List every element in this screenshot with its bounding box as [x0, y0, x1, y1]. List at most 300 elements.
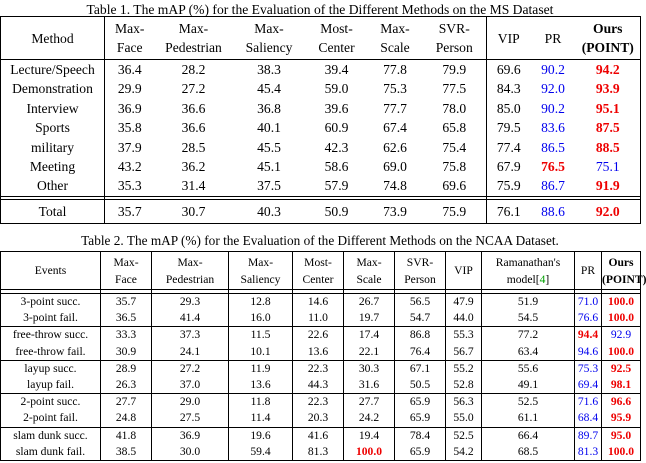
table-cell: [152, 410, 229, 427]
cell-text: 16.0: [250, 311, 271, 325]
table-cell: [423, 60, 487, 80]
cell-text: 78.4: [409, 428, 431, 442]
cell-text: 37.9: [117, 139, 142, 155]
cell-text: 95.1: [595, 100, 620, 116]
table-cell: [487, 138, 531, 157]
cell-text: military: [30, 139, 75, 155]
cell-text: 38.5: [115, 444, 137, 458]
cell-text: 92.0: [541, 81, 565, 97]
column-header-text: (POINT): [581, 40, 634, 55]
column-header: [576, 17, 641, 60]
cell-text: 11.8: [250, 395, 271, 409]
table-cell: [395, 444, 446, 461]
cell-text: 22.1: [358, 344, 380, 358]
row-label: [1, 394, 101, 411]
table-cell: [576, 176, 641, 196]
ncaa-dataset-table: [0, 251, 646, 461]
table-cell: [293, 327, 344, 344]
table-cell: [344, 444, 395, 461]
table-cell: [306, 199, 368, 223]
cell-text: 27.5: [179, 411, 201, 425]
cell-text: 65.9: [409, 411, 431, 425]
cell-text: 30.3: [358, 361, 380, 375]
cell-text: Interview: [26, 100, 79, 116]
cell-text: 81.3: [307, 444, 329, 458]
cell-text: 90.2: [541, 100, 565, 116]
cell-text: 27.7: [115, 395, 137, 409]
table-cell: [344, 377, 395, 394]
cell-text: Other: [37, 178, 68, 194]
cell-text: 100.0: [607, 311, 635, 325]
cell-text: 75.3: [383, 81, 407, 97]
cell-text: 52.5: [453, 428, 474, 442]
cell-text: 100.0: [607, 444, 635, 458]
cell-text: 77.7: [383, 100, 407, 116]
table-cell: [531, 199, 576, 223]
cell-text: 54.7: [409, 311, 431, 325]
column-header-text: (POINT): [602, 272, 646, 286]
table-cell: [155, 60, 233, 80]
column-header: [575, 252, 602, 290]
table-cell: [155, 79, 233, 98]
table-cell: [229, 444, 293, 461]
cell-text: 30.0: [179, 444, 201, 458]
cell-text: 36.6: [181, 120, 206, 136]
cell-text: 29.0: [179, 395, 201, 409]
cell-text: 76.5: [541, 159, 565, 175]
table-cell: [344, 294, 395, 311]
column-header-text: Center: [302, 272, 334, 286]
column-header: [423, 17, 487, 60]
table-cell: [602, 294, 641, 311]
table-cell: [446, 377, 482, 394]
table-cell: [152, 360, 229, 377]
table-cell: [395, 410, 446, 427]
column-header: [368, 17, 423, 60]
table-cell: [229, 327, 293, 344]
table-cell: [395, 360, 446, 377]
table-cell: [446, 394, 482, 411]
table-cell: [368, 199, 423, 223]
row-label: [1, 344, 101, 361]
table-cell: [531, 176, 576, 196]
column-header: [344, 252, 395, 290]
table-cell: [531, 79, 576, 98]
table-cell: [293, 410, 344, 427]
cell-text: 20.3: [307, 411, 329, 425]
cell-text: 55.0: [453, 411, 474, 425]
column-header-text: VIP: [454, 264, 473, 277]
table-cell: [155, 138, 233, 157]
table-cell: [293, 394, 344, 411]
table-cell: [229, 360, 293, 377]
table-cell: [233, 79, 306, 98]
table-cell: [152, 394, 229, 411]
cell-text: 69.4: [577, 378, 599, 392]
cell-text: Lecture/Speech: [10, 62, 95, 77]
cell-text: Total: [38, 203, 67, 219]
table-cell: [482, 444, 575, 461]
column-header-text: Most-: [320, 21, 353, 36]
cell-text: 36.8: [257, 100, 281, 116]
cell-text: 77.5: [442, 81, 467, 97]
cell-text: 36.5: [115, 311, 137, 325]
column-header-text: Max-: [177, 255, 203, 269]
table2-caption: Table 2. The mAP (%) for the Evaluation of the Different Methods on the NCAA Dataset.: [81, 233, 559, 248]
cell-text: 86.8: [409, 328, 431, 342]
table-cell: [155, 99, 233, 118]
column-header: [1, 252, 101, 290]
table-cell: [101, 327, 152, 344]
table-row: [1, 377, 641, 394]
table-cell: [306, 99, 368, 118]
cell-text: 26.7: [358, 295, 380, 308]
table-cell: [576, 157, 641, 176]
cell-text: 77.4: [496, 139, 521, 155]
cell-text: 90.2: [541, 62, 565, 77]
row-label: [1, 99, 105, 118]
table-cell: [152, 310, 229, 327]
table-cell: [105, 118, 155, 137]
cell-text: 75.1: [595, 159, 620, 175]
table-cell: [233, 99, 306, 118]
table-cell: [482, 377, 575, 394]
cell-text: 11.0: [308, 311, 328, 325]
table-cell: [105, 176, 155, 196]
table-cell: [105, 60, 155, 80]
table-cell: [229, 310, 293, 327]
cell-text: 78.0: [442, 100, 467, 116]
table-cell: [602, 410, 641, 427]
cell-text: 13.6: [250, 378, 271, 392]
table-cell: [101, 344, 152, 361]
row-label: [1, 327, 101, 344]
cell-text: 54.2: [453, 444, 474, 458]
cell-text: 100.0: [607, 344, 635, 358]
row-label: [1, 360, 101, 377]
cell-text: 30.9: [115, 344, 137, 358]
cell-text: 41.6: [307, 428, 329, 442]
cell-text: 10.1: [250, 344, 271, 358]
row-label: [1, 199, 105, 223]
cell-text: 51.9: [517, 295, 539, 308]
table-cell: [105, 79, 155, 98]
cell-text: 44.0: [453, 311, 474, 325]
table-cell: [487, 99, 531, 118]
table-row: [1, 294, 641, 311]
table-cell: [101, 394, 152, 411]
cell-text: 35.3: [117, 178, 142, 194]
table-cell: [531, 118, 576, 137]
table-cell: [575, 410, 602, 427]
column-header-text: Saliency: [240, 272, 281, 286]
cell-text: 19.7: [358, 311, 380, 325]
column-header-text: Max-: [380, 21, 410, 36]
column-header-text: Face: [115, 272, 137, 286]
cell-text: 11.5: [250, 328, 271, 342]
cell-text: 36.4: [117, 62, 142, 77]
table-cell: [105, 99, 155, 118]
table-cell: [575, 444, 602, 461]
table-cell: [306, 118, 368, 137]
cell-text: 22.3: [307, 395, 329, 409]
table-cell: [344, 427, 395, 444]
cell-text: 50.5: [409, 378, 431, 392]
table-row: [1, 176, 641, 196]
row-label: [1, 79, 105, 98]
column-header-text: Center: [318, 40, 355, 55]
column-header: [155, 17, 233, 60]
cell-text: 92.5: [610, 361, 632, 375]
cell-text: slam dunk succ.: [13, 428, 88, 442]
column-header: [446, 252, 482, 290]
cell-text: 63.4: [517, 344, 539, 358]
table-cell: [152, 377, 229, 394]
table-cell: [306, 157, 368, 176]
cell-text: 68.5: [517, 444, 539, 458]
cell-text: 35.8: [117, 120, 142, 136]
table-cell: [105, 199, 155, 223]
column-header: [229, 252, 293, 290]
column-header-text: Pedestrian: [165, 272, 215, 286]
table-cell: [423, 199, 487, 223]
cell-text: 12.8: [250, 295, 271, 308]
cell-text: 71.6: [577, 395, 599, 409]
column-header-text: Ours: [608, 255, 634, 269]
cell-text: 93.9: [595, 81, 620, 97]
cell-text: 94.4: [577, 328, 599, 342]
table-cell: [105, 138, 155, 157]
column-header-text: PR: [580, 264, 596, 277]
cell-text: 28.2: [181, 62, 206, 77]
table-cell: [233, 157, 306, 176]
table-cell: [602, 360, 641, 377]
cell-text: 24.1: [179, 344, 201, 358]
cell-text: 68.4: [577, 411, 599, 425]
cell-text: 52.8: [453, 378, 474, 392]
cell-text: 41.8: [115, 428, 137, 442]
table-cell: [423, 138, 487, 157]
cell-text: 27.7: [358, 395, 380, 409]
table-cell: [368, 79, 423, 98]
cell-text: 65.8: [442, 120, 467, 136]
cell-text: 71.0: [577, 295, 599, 308]
cell-text: 85.0: [496, 100, 521, 116]
ms-dataset-table: [0, 16, 641, 224]
cell-text: 100.0: [607, 295, 635, 308]
table-cell: [576, 138, 641, 157]
cell-text: 37.5: [257, 178, 281, 194]
cell-text: 79.5: [496, 120, 521, 136]
cell-text: 45.5: [257, 139, 281, 155]
column-header-text: ]: [545, 272, 550, 286]
table-cell: [482, 427, 575, 444]
table-cell: [487, 176, 531, 196]
table-cell: [602, 310, 641, 327]
total-row: [1, 199, 641, 223]
cell-text: 76.1: [496, 203, 521, 219]
table-cell: [344, 310, 395, 327]
table-cell: [482, 394, 575, 411]
table-cell: [152, 444, 229, 461]
cell-text: 56.3: [453, 395, 474, 409]
cell-text: 67.9: [496, 159, 521, 175]
table-cell: [482, 310, 575, 327]
cell-text: 36.9: [117, 100, 142, 116]
cell-text: 22.3: [307, 361, 329, 375]
cell-text: 54.5: [517, 311, 539, 325]
cell-text: 24.2: [358, 411, 380, 425]
cell-text: 65.9: [409, 395, 431, 409]
table-cell: [531, 157, 576, 176]
column-header-text: model[: [506, 272, 540, 286]
table-cell: [576, 79, 641, 98]
table-cell: [446, 444, 482, 461]
cell-text: 77.8: [383, 62, 407, 77]
cell-text: 44.3: [307, 378, 329, 392]
column-header-text: Saliency: [245, 40, 293, 55]
cell-text: 27.2: [179, 361, 201, 375]
table-cell: [446, 427, 482, 444]
table-cell: [531, 99, 576, 118]
row-label: [1, 377, 101, 394]
column-header-text: Max-: [178, 21, 209, 36]
table-row: [1, 138, 641, 157]
cell-text: 59.0: [324, 81, 349, 97]
table-cell: [233, 199, 306, 223]
table-cell: [576, 60, 641, 80]
table-row: [1, 79, 641, 98]
table-cell: [576, 199, 641, 223]
table-cell: [423, 176, 487, 196]
column-header-text: Max-: [113, 255, 139, 269]
column-header: [395, 252, 446, 290]
table-cell: [101, 427, 152, 444]
cell-text: 59.4: [250, 444, 271, 458]
table-row: [1, 394, 641, 411]
cell-text: 96.6: [610, 395, 632, 409]
table-cell: [482, 344, 575, 361]
cell-text: 28.5: [181, 139, 206, 155]
cell-text: 24.8: [115, 411, 137, 425]
column-header-text: Max-: [254, 21, 284, 36]
cell-text: slam dunk fail.: [15, 444, 86, 458]
cell-text: 47.9: [453, 295, 474, 308]
cell-text: 28.9: [115, 361, 137, 375]
table-row: [1, 427, 641, 444]
table-row: [1, 118, 641, 137]
table-cell: [446, 310, 482, 327]
column-header-text: SVR-: [406, 255, 434, 269]
cell-text: 40.1: [257, 120, 281, 136]
table-cell: [487, 118, 531, 137]
cell-text: 26.3: [115, 378, 137, 392]
cell-text: 75.8: [442, 159, 467, 175]
cell-text: 3-point fail.: [23, 311, 78, 325]
table-cell: [602, 344, 641, 361]
cell-text: 43.2: [117, 159, 142, 175]
table-row: [1, 157, 641, 176]
cell-text: 35.7: [115, 295, 137, 308]
cell-text: Meeting: [29, 159, 76, 175]
table-cell: [229, 294, 293, 311]
cell-text: free-throw fail.: [15, 344, 86, 358]
cell-text: 81.3: [577, 444, 599, 458]
table-cell: [368, 118, 423, 137]
column-header-text: Pedestrian: [165, 40, 222, 55]
column-header: [482, 252, 575, 290]
cell-text: 76.6: [577, 311, 599, 325]
cell-text: 29.9: [117, 81, 142, 97]
table-cell: [602, 394, 641, 411]
cell-text: 95.0: [610, 428, 632, 442]
table-cell: [229, 344, 293, 361]
cell-text: 89.7: [577, 428, 599, 442]
column-header-text: Scale: [380, 40, 410, 55]
table-cell: [487, 79, 531, 98]
table-cell: [575, 327, 602, 344]
table-row: [1, 327, 641, 344]
table1-caption: Table 1. The mAP (%) for the Evaluation of the Different Methods on the MS Dataset: [86, 2, 554, 17]
cell-text: 38.3: [257, 62, 281, 77]
table-cell: [395, 310, 446, 327]
table-cell: [229, 427, 293, 444]
table-cell: [575, 310, 602, 327]
table-cell: [602, 427, 641, 444]
table-cell: [293, 294, 344, 311]
row-label: [1, 310, 101, 327]
cell-text: 36.2: [181, 159, 206, 175]
table-cell: [101, 294, 152, 311]
table-cell: [344, 327, 395, 344]
cell-text: 11.4: [250, 411, 271, 425]
cell-text: 2-point succ.: [20, 395, 81, 409]
table-cell: [306, 60, 368, 80]
table-cell: [482, 327, 575, 344]
cell-text: 75.4: [442, 139, 467, 155]
column-header-text: Events: [34, 264, 67, 277]
table-cell: [368, 99, 423, 118]
cell-text: 22.6: [307, 328, 329, 342]
table-cell: [229, 377, 293, 394]
table-cell: [575, 344, 602, 361]
cell-text: 55.6: [517, 361, 539, 375]
cell-text: 88.5: [595, 139, 620, 155]
table-cell: [101, 410, 152, 427]
table-cell: [152, 294, 229, 311]
table-cell: [306, 176, 368, 196]
column-header-text: Method: [31, 30, 74, 46]
cell-text: 37.3: [179, 328, 201, 342]
table-cell: [368, 176, 423, 196]
table-cell: [233, 138, 306, 157]
row-label: [1, 444, 101, 461]
row-label: [1, 138, 105, 157]
row-label: [1, 427, 101, 444]
table-cell: [575, 294, 602, 311]
cell-text: 14.6: [307, 295, 329, 308]
cell-text: layup fail.: [26, 378, 74, 392]
cell-text: 45.4: [257, 81, 281, 97]
table-cell: [101, 444, 152, 461]
table-cell: [423, 157, 487, 176]
table-cell: [229, 410, 293, 427]
row-label: [1, 294, 101, 311]
column-header-text: Person: [404, 272, 436, 286]
table-cell: [293, 444, 344, 461]
table-row: [1, 99, 641, 118]
table-cell: [482, 294, 575, 311]
